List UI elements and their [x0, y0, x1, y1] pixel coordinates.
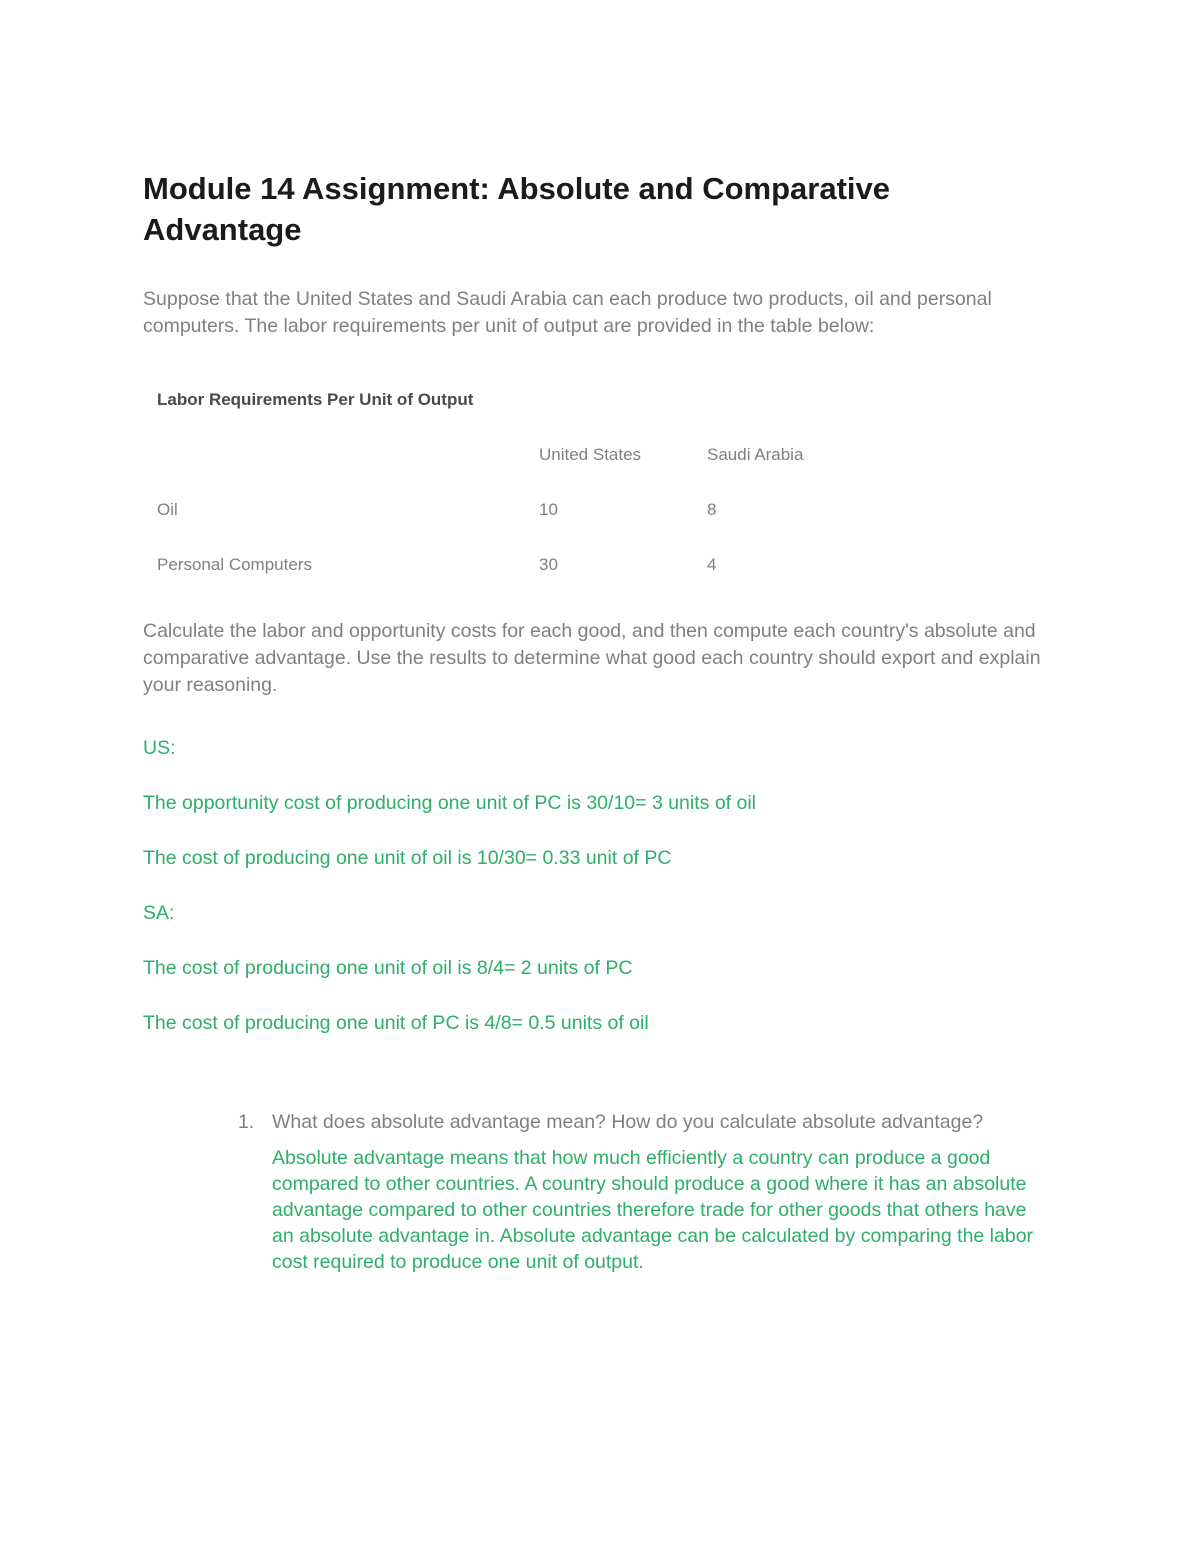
question-item-1 [143, 1109, 1050, 1275]
question-answer: Absolute advantage means that how much efficiently a country can produce a good compared to other countries. A country should produce a good where it has an absolute advantage compared to other countries therefore trade for other goods that others have an absolute advantage in. Absolute advantage can be calculated by comparing the labor cost required to produce one unit of output. [272, 1147, 1034, 1273]
cell-pc-us: 30 [539, 555, 558, 574]
answer-line-sa-label: SA: [143, 902, 175, 924]
column-header-saudi-arabia: Saudi Arabia [707, 445, 804, 464]
question-text: What does absolute advantage mean? How do you calculate absolute advantage? [272, 1111, 984, 1133]
answer-line-us-oil-cost: The cost of producing one unit of oil is 10/30= 0.33 unit of PC [143, 847, 672, 869]
header-spacer-cell [157, 441, 539, 468]
answer-line-us-label: US: [143, 737, 176, 759]
cell-oil-us: 10 [539, 500, 558, 519]
answer-line-us-pc-cost: The opportunity cost of producing one unit of PC is 30/10= 3 units of oil [143, 792, 757, 814]
cell-oil-sa: 8 [707, 500, 717, 519]
answer-line-sa-oil-cost: The cost of producing one unit of oil is 8/4= 2 units of PC [143, 957, 633, 979]
page-title: Module 14 Assignment: Absolute and Comparative Advantage [143, 171, 890, 247]
row-label-personal-computers: Personal Computers [157, 555, 312, 574]
cell-pc-sa: 4 [707, 555, 717, 574]
row-label-oil: Oil [157, 500, 178, 519]
table-header-row [157, 441, 1050, 468]
answer-line-sa-pc-cost: The cost of producing one unit of PC is 4/8= 0.5 units of oil [143, 1012, 649, 1034]
instruction-paragraph: Calculate the labor and opportunity costs for each good, and then compute each country's absolute and comparative advantage. Use the results to determine what good each country should export and explain your reasoning. [143, 620, 1041, 696]
table-caption: Labor Requirements Per Unit of Output [157, 390, 474, 409]
intro-paragraph: Suppose that the United States and Saudi Arabia can each produce two products, oil and personal computers. The labor requirements per unit of output are provided in the table below: [143, 288, 992, 337]
question-number: 1. [238, 1111, 255, 1133]
column-header-united-states: United States [539, 445, 642, 464]
table-row-oil [157, 496, 1050, 523]
labor-requirements-table [143, 386, 1050, 578]
question-content [272, 1109, 1044, 1275]
table-row-personal-computers [157, 551, 1050, 578]
